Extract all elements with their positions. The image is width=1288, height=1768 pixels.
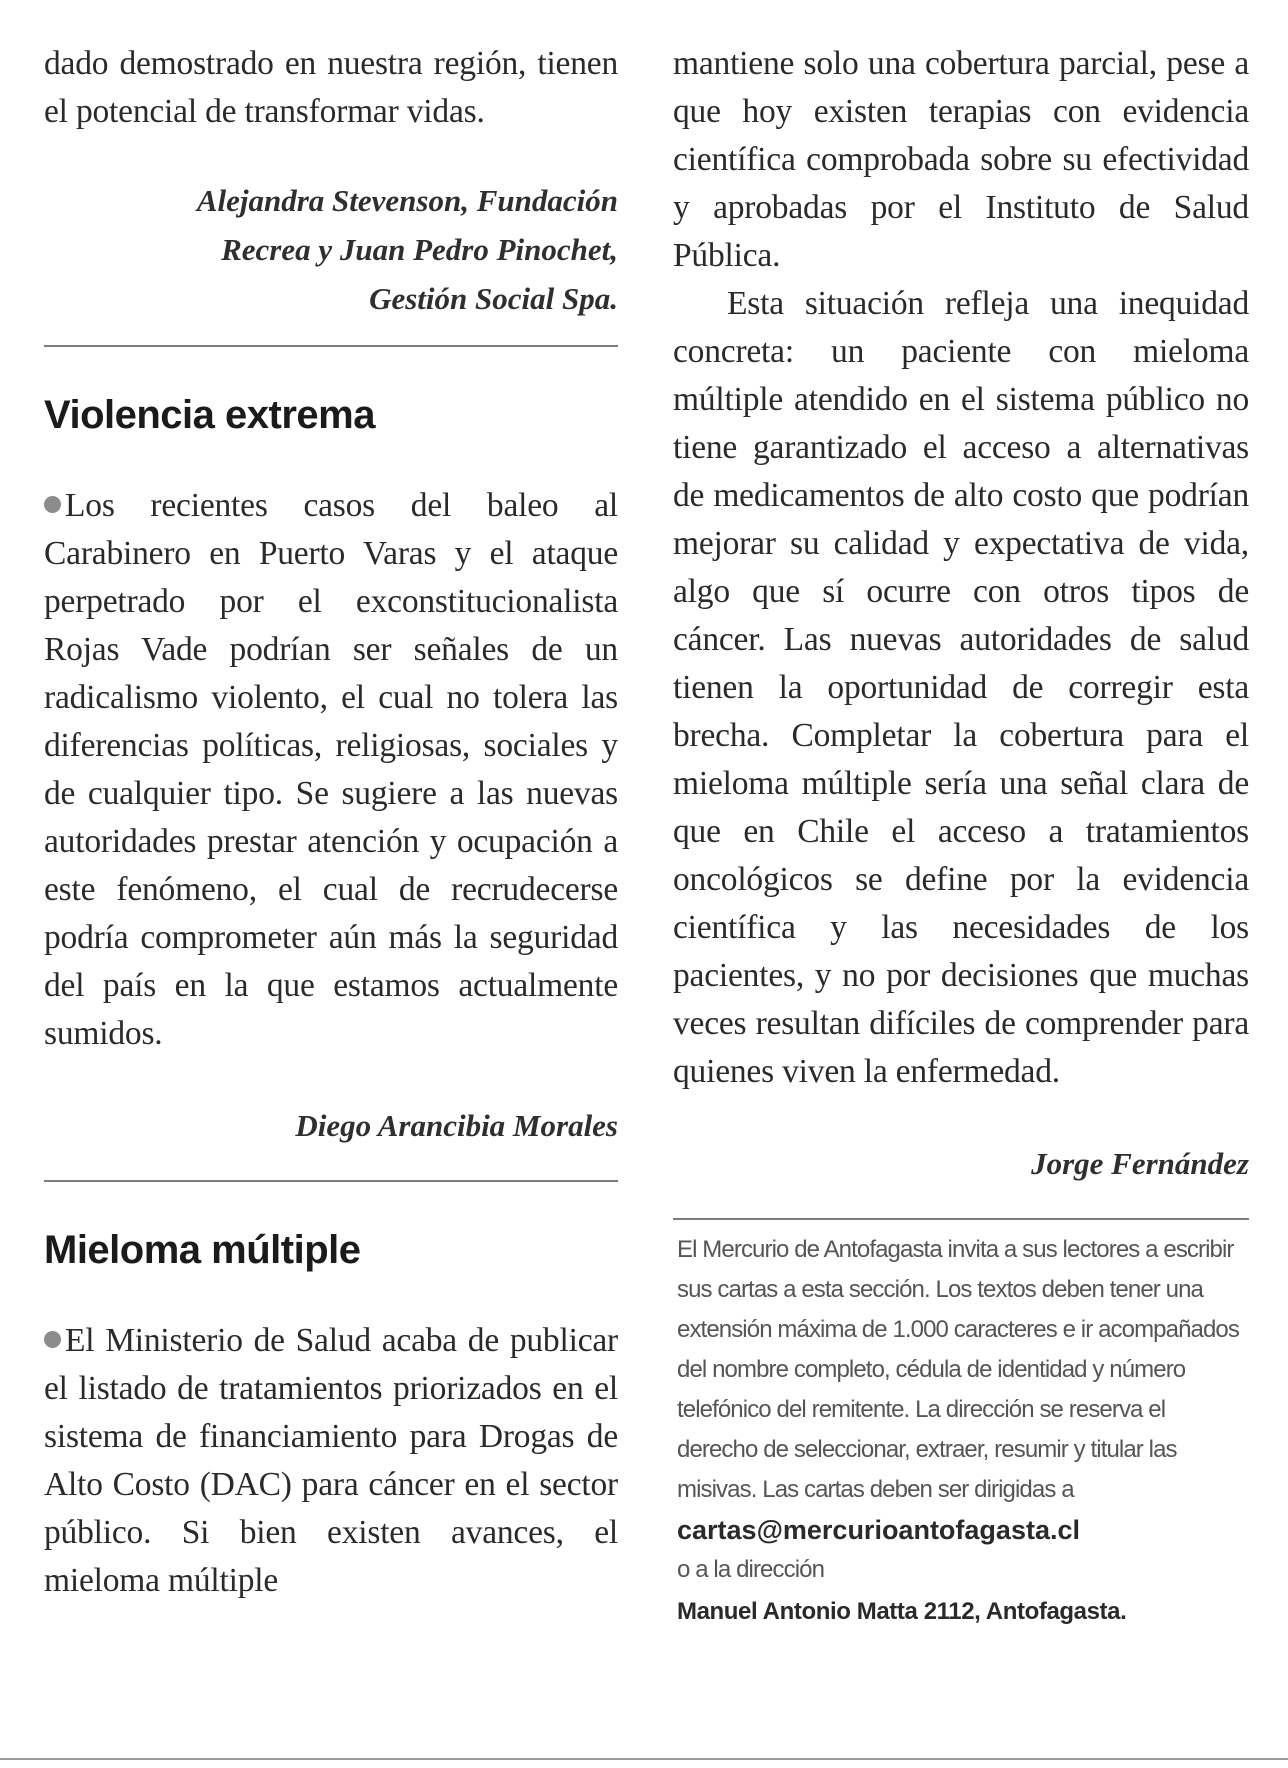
- editorial-address-label: o a la dirección: [677, 1556, 825, 1583]
- intro-text: dado demostrado en nuestra región, tienen el potencial de transformar vidas.: [44, 45, 618, 130]
- intro-signature-line2: Recrea y Juan Pedro Pinochet,: [221, 232, 618, 267]
- editorial-note-text: El Mercurio de Antofagasta invita a sus lectores a escribir sus cartas a esta sección. Los textos deben tener una extensión máxima de 1.000 caracteres e ir acompañados del nombre completo, cédula de identidad y número telefónico del remitente. La dirección se reserva el derecho de seleccionar, extraer, resumir y titular las misivas. Las cartas deben ser dirigidas a: [677, 1236, 1239, 1503]
- signature-diego: Diego Arancibia Morales: [295, 1108, 618, 1143]
- editorial-email-link[interactable]: cartas@mercurioantofagasta.cl: [677, 1515, 1080, 1545]
- intro-signature-line3: Gestión Social Spa.: [369, 281, 618, 316]
- bullet-icon: [44, 496, 61, 513]
- letter-heading-violencia: Violencia extrema: [44, 393, 375, 437]
- letter-body-mieloma-text: El Ministerio de Salud acaba de publicar el listado de tratamientos priorizados en el sistema de financiamiento para Drogas de Alto Costo (DAC) para cáncer en el sector público. Si bien existen avances, el mieloma múltiple: [44, 1322, 618, 1599]
- letter-heading-mieloma: Mieloma múltiple: [44, 1228, 361, 1272]
- letter-continuation: mantiene solo una cobertura parcial, pese a que hoy existen terapias con evidencia científica comprobada sobre su efectividad y aprobadas por el Instituto de Salud Pública.: [673, 45, 1249, 274]
- page-bottom-rule: [0, 1758, 1288, 1760]
- section-divider: [44, 345, 618, 347]
- bullet-icon: [44, 1331, 61, 1348]
- intro-signature-line1: Alejandra Stevenson, Fundación: [196, 183, 618, 218]
- letter-body-violencia-text: Los recientes casos del baleo al Carabinero en Puerto Varas y el ataque perpetrado por el exconstitucionalista Rojas Vade podrían ser señales de un radicalismo violento, el cual no tolera las diferencias políticas, religiosas, sociales y de cualquier tipo. Se sugiere a las nuevas autoridades prestar atención y ocupación a este fenómeno, el cual de recrudecerse podría comprometer aún más la seguridad del país en la que estamos actualmente sumidos.: [44, 487, 618, 1052]
- letter-paragraph-2: Esta situación refleja una inequidad concreta: un paciente con mieloma múltiple atendido en el sistema público no tiene garantizado el acceso a alternativas de medicamentos de alto costo que podrían mejorar su calidad y expectativa de vida, algo que sí ocurre con otros tipos de cáncer. Las nuevas autoridades de salud tienen la oportunidad de corregir esta brecha. Completar la cobertura para el mieloma múltiple sería una señal clara de que en Chile el acceso a tratamientos oncológicos se define por la evidencia científica y las necesidades de los pacientes, y no por decisiones que muchas veces resultan difíciles de comprender para quienes viven la enfermedad.: [673, 285, 1249, 1090]
- editorial-address: Manuel Antonio Matta 2112, Antofagasta.: [677, 1598, 1127, 1625]
- section-divider: [44, 1180, 618, 1182]
- right-column: [673, 40, 1249, 1634]
- left-column: [44, 40, 618, 1605]
- signature-jorge: Jorge Fernández: [1031, 1146, 1249, 1181]
- intro-signature: [44, 176, 618, 323]
- section-divider: [673, 1218, 1249, 1220]
- letter-body-mieloma: [44, 1317, 618, 1605]
- editorial-note: [673, 1230, 1249, 1634]
- letter-body-violencia: [44, 482, 618, 1058]
